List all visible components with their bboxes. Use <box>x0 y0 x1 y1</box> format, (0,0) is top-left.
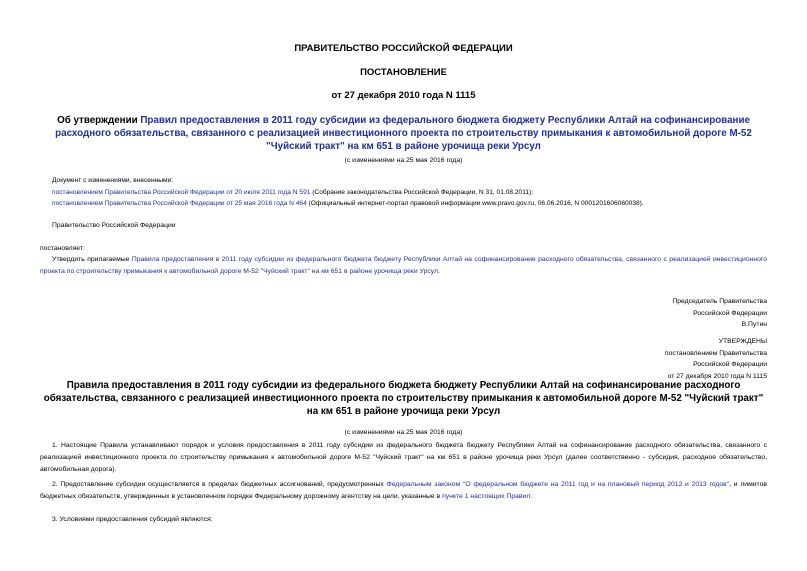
government-subject: Правительство Российской Федерации <box>52 222 176 229</box>
rules-paragraph-2-a: 2. Предоставление субсидии осуществляется в пределах бюджетных ассигнований, предусмотренных <box>52 481 387 488</box>
approve-paragraph <box>40 254 767 277</box>
change-item-2-source: (Официальный интернет-портал правовой информации www.pravo.gov.ru, 06.06.2016, N 0001201606060038). <box>306 200 644 207</box>
rules-paragraph-2-b: , и лимитов бюджетных обязательств, утвержденных в установленном порядке Федеральному дорожному агентству на цели, указанные в <box>40 481 767 500</box>
point-1-link[interactable]: пункте 1 настоящих Правил <box>442 492 531 500</box>
federal-law-link[interactable]: Федеральным законом "О федеральном бюджете на 2011 год и на плановый период 2012 и 2013 годов" <box>386 481 730 488</box>
amendment-link-2011[interactable]: постановлением Правительства Российской Федерации от 20 июля 2011 года N 591 <box>52 188 311 196</box>
date-number-heading: от 27 декабря 2010 года N 1115 <box>331 90 476 101</box>
rules-paragraph-1-text: 1. Настоящие Правила устанавливают порядок и условия предоставления в 2011 году субсидии из федерального бюджета бюджету Республики Алтай на софинансирование расходного обязательства, связанного с реализацией инвестиционного проекта по строительству примыкания к автомобильной дороге М-52 "Чуйский тракт" на км 651 в районе урочища реки Урсул (далее соответственно - субсидия, расходное обязательство, автомобильная дорога). <box>40 442 767 473</box>
change-item-2 <box>52 198 772 210</box>
rules-paragraph-1 <box>40 440 767 475</box>
rules-paragraph-2 <box>40 479 767 503</box>
approve-prefix: Утвердить прилагаемые <box>52 256 132 263</box>
decrees-word: постановляет: <box>40 245 85 252</box>
signature-block <box>672 296 767 331</box>
document-title <box>40 114 767 153</box>
approved-rules-link[interactable]: Правила предоставления в 2011 году субсидии из федерального бюджета бюджету Республики Алтай на софинансирование расходного обязательства, связанного с реализацией инвестиционного проекта по строительству примыкания к автомобильной дороге М-52 "Чуйский тракт" на км 651 в районе урочища реки Урсул <box>40 256 768 275</box>
approve-suffix: . <box>438 267 440 275</box>
change-item-1-source: (Собрание законодательства Российской Федерации, N 31, 01.08.2011); <box>310 188 534 196</box>
edition-note: (с изменениями на 25 мая 2016 года) <box>344 157 463 164</box>
amendment-link-2016[interactable]: постановлением Правительства Российской Федерации от 25 мая 2016 года N 464 <box>52 200 307 207</box>
rules-title: Правила предоставления в 2011 году субсидии из федерального бюджета бюджету Республики Алтай на софинансирование расходного обязательства, связанного с реализацией инвестиционного проекта по строительству примыкания к автомобильной дороге М-52 "Чуйский тракт" на км 651 в районе урочища реки Урсул <box>43 380 764 417</box>
change-item-1 <box>52 187 772 199</box>
doc-type-heading: ПОСТАНОВЛЕНИЕ <box>360 67 447 78</box>
changes-heading: Документ с изменениями, внесенными: <box>52 177 174 184</box>
title-prefix: Об утверждении <box>57 115 141 126</box>
government-heading: ПРАВИТЕЛЬСТВО РОССИЙСКОЙ ФЕДЕРАЦИИ <box>294 43 513 54</box>
approved-line-4: от 27 декабря 2010 года N 1115 <box>667 372 767 380</box>
rules-paragraph-3 <box>40 514 767 526</box>
rules-paragraph-2-c: . <box>530 492 533 500</box>
rules-title-link[interactable]: Правил предоставления в 2011 году субсидии из федерального бюджета бюджету Республики Алтай на софинансирование расходного обязательства, связанного с реализацией инвестиционного проекта по строительству примыкания к автомобильной дороге М-52 "Чуйский тракт" на км 651 в районе урочища реки Урсул <box>55 115 752 152</box>
signature-line-3: В.Путин <box>741 321 767 328</box>
approved-line-3: Российской Федерации <box>693 361 767 368</box>
rules-paragraph-3-text: 3. Условиями предоставления субсидий являются: <box>52 516 213 523</box>
approved-line-1: УТВЕРЖДЕНЫ <box>718 338 767 345</box>
signature-line-2: Российской Федерации <box>693 309 767 317</box>
approved-line-2: постановлением Правительства <box>664 349 767 357</box>
rules-edition-note: (с изменениями на 25 мая 2016 года) <box>344 429 463 436</box>
approved-block <box>665 336 767 382</box>
signature-line-1: Председатель Правительства <box>672 298 767 305</box>
changes-block <box>52 175 772 210</box>
